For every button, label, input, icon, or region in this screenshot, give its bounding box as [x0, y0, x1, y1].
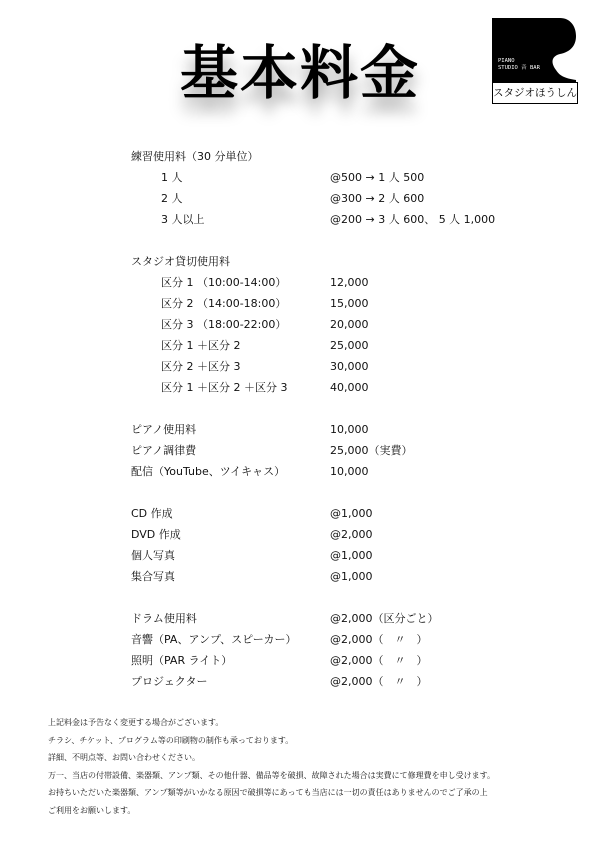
price-label: 2 人 [161, 192, 183, 205]
price-label: ピアノ使用料 [131, 423, 197, 436]
price-label: 配信（YouTube、ツイキャス） [131, 465, 286, 478]
logo-studio-text: STUDIO 音 BAR [498, 65, 540, 71]
price-value: 10,000 [330, 465, 369, 478]
footer-notes [48, 714, 568, 820]
price-label: DVD 作成 [131, 528, 181, 541]
price-value: 10,000 [330, 423, 369, 436]
price-label: 区分 2 （14:00-18:00） [161, 297, 287, 310]
price-value: @2,000（区分ごと） [330, 612, 439, 625]
price-value: @2,000（ 〃 ） [330, 633, 428, 646]
note-line: 万一、当店の付帯設備、楽器類、アンプ類、その他什器、備品等を破損、故障された場合は実費にて修理費を申し受けます。 [48, 770, 496, 780]
price-value: @1,000 [330, 570, 373, 583]
price-value: 15,000 [330, 297, 369, 310]
price-label: 個人写真 [131, 549, 175, 562]
section-heading-practice: 練習使用料（30 分単位） [131, 150, 259, 163]
price-label: ピアノ調律費 [131, 444, 197, 457]
price-value: 40,000 [330, 381, 369, 394]
price-label: CD 作成 [131, 507, 173, 520]
price-label: 区分 1 ＋区分 2 [161, 339, 241, 352]
logo-piano-text: PIANO [498, 58, 515, 64]
price-label: 3 人以上 [161, 213, 205, 226]
price-label: 集合写真 [131, 570, 175, 583]
price-value: @300 → 2 人 600 [330, 192, 425, 205]
price-label: 区分 2 ＋区分 3 [161, 360, 241, 373]
price-value: 12,000 [330, 276, 369, 289]
price-label: プロジェクター [131, 675, 208, 688]
price-label: 区分 1 ＋区分 2 ＋区分 3 [161, 381, 288, 394]
note-line: 詳細、不明点等、お問い合わせください。 [48, 753, 200, 763]
price-value: @500 → 1 人 500 [330, 171, 425, 184]
price-value: 20,000 [330, 318, 369, 331]
price-value: @1,000 [330, 549, 373, 562]
logo-label: スタジオほうしん [492, 82, 578, 104]
price-value: @200 → 3 人 600、 5 人 1,000 [330, 213, 496, 226]
price-value: @1,000 [330, 507, 373, 520]
note-line: ご利用をお願いします。 [48, 805, 136, 815]
section-heading-rental: スタジオ貸切使用料 [131, 255, 230, 268]
price-value: @2,000（ 〃 ） [330, 654, 428, 667]
price-value: 30,000 [330, 360, 369, 373]
price-value: @2,000 [330, 528, 373, 541]
price-label: 区分 1 （10:00-14:00） [161, 276, 287, 289]
note-line: チラシ、チケット、プログラム等の印刷物の制作も承っております。 [48, 735, 294, 745]
page-title: 基本料金 [180, 39, 421, 107]
price-label: 1 人 [161, 171, 183, 184]
price-label: 音響（PA、アンプ、スピーカー） [131, 633, 297, 646]
price-label: 区分 3 （18:00-22:00） [161, 318, 287, 331]
price-value: @2,000（ 〃 ） [330, 675, 428, 688]
note-line: お持ちいただいた楽器類、アンプ類等がいかなる原因で破損等にあっても当店には一切の責任はありませんのでご了承の上 [48, 788, 488, 798]
price-label: 照明（PAR ライト） [131, 654, 233, 667]
note-line: 上記料金は予告なく変更する場合がございます。 [48, 718, 224, 727]
price-label: ドラム使用料 [131, 612, 197, 625]
price-value: 25,000 [330, 339, 369, 352]
price-value: 25,000（実費） [330, 444, 413, 457]
